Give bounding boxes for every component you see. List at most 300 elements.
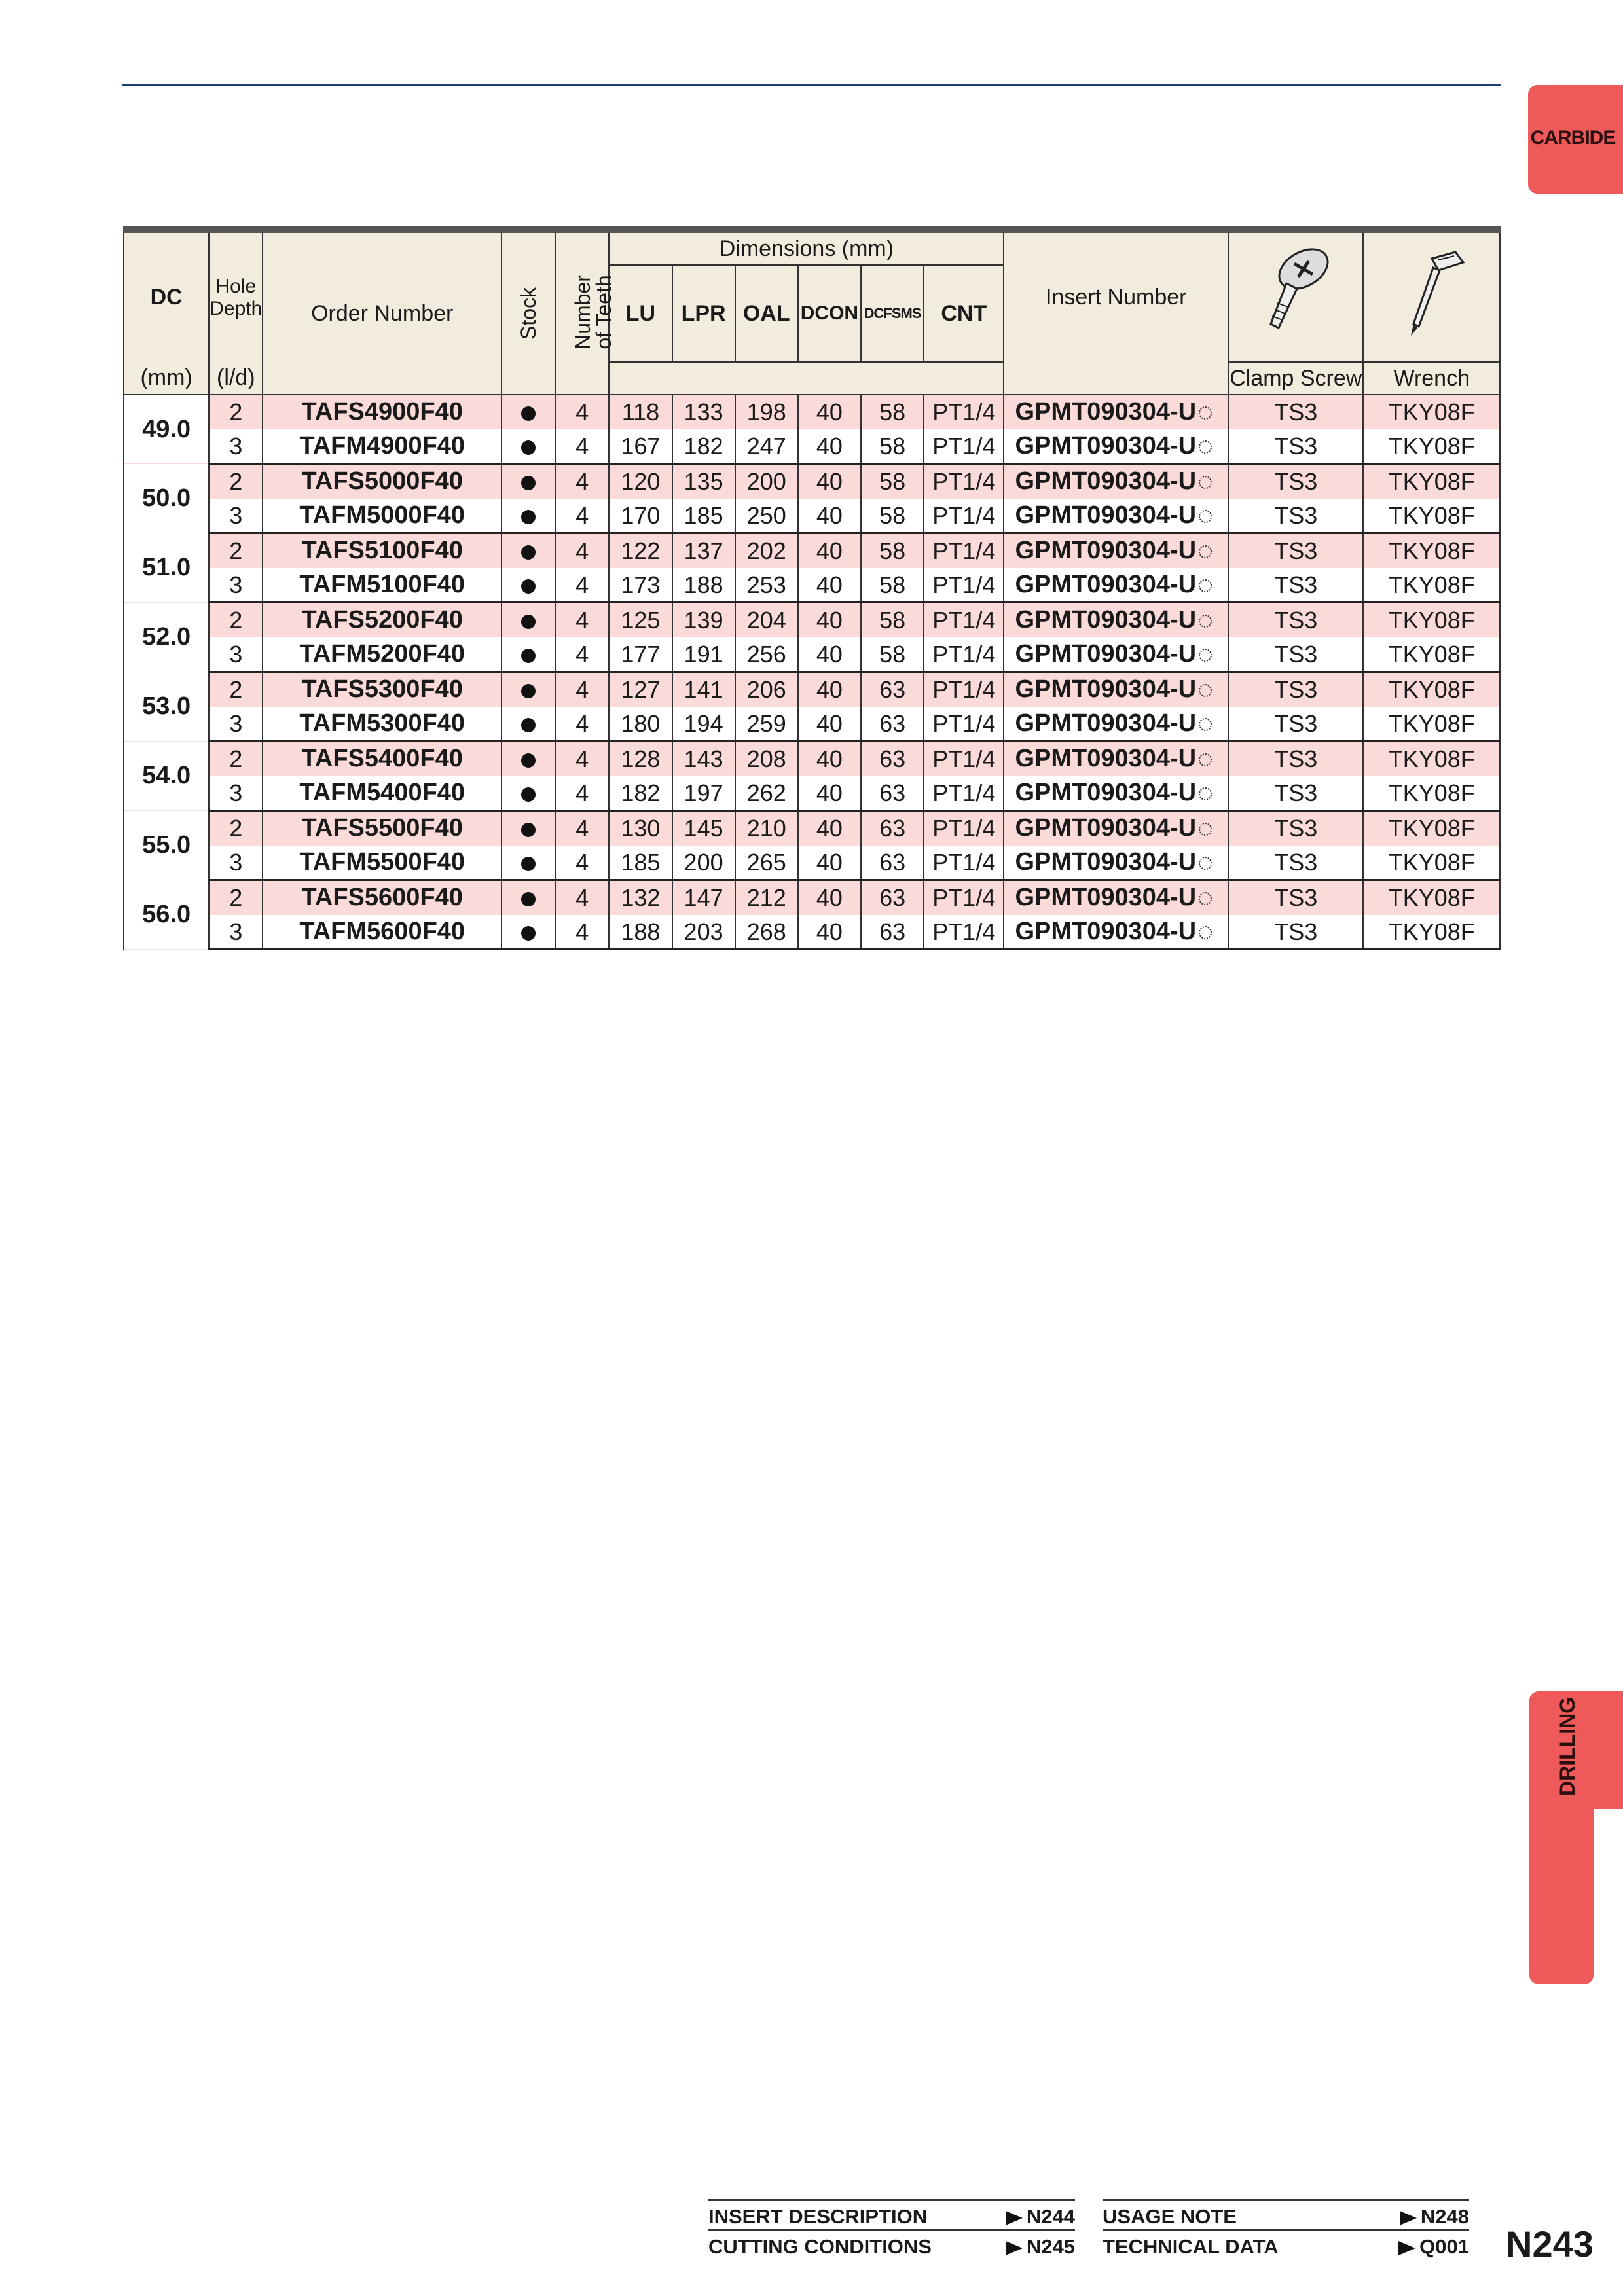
teeth-cell: 4 xyxy=(555,672,609,707)
depth-cell: 3 xyxy=(209,499,263,533)
teeth-cell: 4 xyxy=(555,603,609,637)
cnt-cell: PT1/4 xyxy=(924,533,1004,568)
header-dc-unit: (mm) xyxy=(124,362,209,395)
insert-number: GPMT090304-U xyxy=(1015,884,1197,911)
wrench-cell: TKY08F xyxy=(1363,776,1500,811)
stock-dot-icon xyxy=(521,787,536,802)
dcfsms-cell: 63 xyxy=(861,776,924,811)
insert-number-cell xyxy=(1004,672,1228,707)
stock-dot-icon xyxy=(521,823,536,837)
grade-placeholder-icon xyxy=(1199,857,1212,870)
teeth-cell: 4 xyxy=(555,811,609,846)
insert-number-cell xyxy=(1004,915,1228,950)
stock-cell xyxy=(501,880,555,915)
insert-number-cell xyxy=(1004,811,1228,846)
grade-placeholder-icon xyxy=(1199,615,1212,628)
header-order-number: Order Number xyxy=(263,230,501,395)
header-teeth-line2: of Teeth xyxy=(592,275,616,350)
stock-dot-icon xyxy=(521,579,536,594)
insert-number-cell xyxy=(1004,499,1228,533)
cnt-cell: PT1/4 xyxy=(924,776,1004,811)
grade-placeholder-icon xyxy=(1199,892,1212,905)
stock-dot-icon xyxy=(521,718,536,732)
wrench-image xyxy=(1363,230,1500,362)
depth-cell: 3 xyxy=(209,707,263,742)
footer-link-label: INSERT DESCRIPTION xyxy=(708,2205,928,2228)
stock-dot-icon xyxy=(521,753,536,768)
table-row xyxy=(124,672,1500,707)
carbide-tab-label: CARBIDE xyxy=(1530,127,1616,149)
oal-cell: 206 xyxy=(735,672,798,707)
oal-cell: 256 xyxy=(735,637,798,672)
grade-placeholder-icon xyxy=(1199,823,1212,836)
cnt-cell: PT1/4 xyxy=(924,603,1004,637)
grade-placeholder-icon xyxy=(1199,476,1212,489)
lpr-cell: 182 xyxy=(672,429,735,464)
stock-dot-icon xyxy=(521,406,536,421)
dcfsms-cell: 58 xyxy=(861,603,924,637)
cnt-cell: PT1/4 xyxy=(924,811,1004,846)
order-cell: TAFM5100F40 xyxy=(263,568,501,603)
dcon-cell: 40 xyxy=(798,846,861,880)
dcon-cell: 40 xyxy=(798,533,861,568)
dcfsms-cell: 63 xyxy=(861,672,924,707)
order-cell: TAFS5200F40 xyxy=(263,603,501,637)
lu-cell: 127 xyxy=(609,672,672,707)
stock-dot-icon xyxy=(521,892,536,906)
grade-placeholder-icon xyxy=(1199,684,1212,697)
insert-number-cell xyxy=(1004,776,1228,811)
footer-link-technical-data[interactable] xyxy=(1103,2229,1469,2260)
dcon-cell: 40 xyxy=(798,742,861,776)
dcon-cell: 40 xyxy=(798,811,861,846)
grade-placeholder-icon xyxy=(1199,510,1212,523)
table-row xyxy=(124,707,1500,742)
dcfsms-cell: 63 xyxy=(861,811,924,846)
table-row xyxy=(124,429,1500,464)
drilling-tab-extension xyxy=(1529,1806,1594,1984)
stock-cell xyxy=(501,776,555,811)
dcfsms-cell: 63 xyxy=(861,742,924,776)
footer-link-usage-note[interactable] xyxy=(1103,2199,1469,2230)
wrench-cell: TKY08F xyxy=(1363,395,1500,429)
order-cell: TAFS5400F40 xyxy=(263,742,501,776)
dcfsms-cell: 63 xyxy=(861,880,924,915)
stock-cell xyxy=(501,395,555,429)
insert-number: GPMT090304-U xyxy=(1015,606,1197,634)
screw-cell: TS3 xyxy=(1228,811,1363,846)
stock-cell xyxy=(501,499,555,533)
order-cell: TAFM5200F40 xyxy=(263,637,501,672)
depth-cell: 3 xyxy=(209,846,263,880)
lpr-cell: 197 xyxy=(672,776,735,811)
oal-cell: 262 xyxy=(735,776,798,811)
cnt-cell: PT1/4 xyxy=(924,742,1004,776)
insert-number: GPMT090304-U xyxy=(1015,675,1197,703)
depth-cell: 3 xyxy=(209,915,263,950)
lu-cell: 173 xyxy=(609,568,672,603)
footer-link-insert-description[interactable] xyxy=(708,2199,1075,2230)
depth-cell: 2 xyxy=(209,880,263,915)
cnt-cell: PT1/4 xyxy=(924,499,1004,533)
header-hole-depth-unit: (l/d) xyxy=(209,362,263,395)
footer-link-ref xyxy=(1400,2205,1469,2229)
wrench-cell: TKY08F xyxy=(1363,429,1500,464)
dcon-cell: 40 xyxy=(798,603,861,637)
dcon-cell: 40 xyxy=(798,672,861,707)
insert-number: GPMT090304-U xyxy=(1015,398,1197,425)
wrench-cell: TKY08F xyxy=(1363,603,1500,637)
drilling-tab-label: DRILLING xyxy=(1556,1696,1579,1796)
header-stock-label: Stock xyxy=(517,287,541,340)
stock-cell xyxy=(501,464,555,499)
insert-number-cell xyxy=(1004,603,1228,637)
insert-number-cell xyxy=(1004,533,1228,568)
footer-link-ref xyxy=(1006,2205,1075,2229)
screw-cell: TS3 xyxy=(1228,533,1363,568)
cnt-cell: PT1/4 xyxy=(924,568,1004,603)
table-row xyxy=(124,568,1500,603)
teeth-cell: 4 xyxy=(555,915,609,950)
cnt-cell: PT1/4 xyxy=(924,915,1004,950)
lpr-cell: 185 xyxy=(672,499,735,533)
order-cell: TAFM4900F40 xyxy=(263,429,501,464)
teeth-cell: 4 xyxy=(555,880,609,915)
dcon-cell: 40 xyxy=(798,568,861,603)
drilling-tab[interactable] xyxy=(1529,1691,1623,1809)
stock-cell xyxy=(501,811,555,846)
stock-cell xyxy=(501,637,555,672)
arrow-icon xyxy=(1398,2241,1415,2255)
insert-number: GPMT090304-U xyxy=(1015,501,1197,529)
header-dc: DC xyxy=(124,230,209,362)
lu-cell: 180 xyxy=(609,707,672,742)
stock-cell xyxy=(501,742,555,776)
depth-cell: 2 xyxy=(209,464,263,499)
cnt-cell: PT1/4 xyxy=(924,464,1004,499)
dcon-cell: 40 xyxy=(798,707,861,742)
stock-cell xyxy=(501,846,555,880)
footer-link-ref-text: N248 xyxy=(1420,2205,1469,2228)
dc-cell: 56.0 xyxy=(124,880,209,950)
wrench-cell: TKY08F xyxy=(1363,499,1500,533)
lpr-cell: 135 xyxy=(672,464,735,499)
oal-cell: 200 xyxy=(735,464,798,499)
insert-number-cell xyxy=(1004,637,1228,672)
dc-cell: 50.0 xyxy=(124,464,209,533)
footer-link-ref xyxy=(1398,2235,1469,2259)
table-row xyxy=(124,846,1500,880)
oal-cell: 265 xyxy=(735,846,798,880)
stock-cell xyxy=(501,672,555,707)
footer-link-label: CUTTING CONDITIONS xyxy=(708,2235,932,2258)
clamp-screw-icon xyxy=(1256,245,1335,344)
order-cell: TAFS4900F40 xyxy=(263,395,501,429)
table-row xyxy=(124,915,1500,950)
stock-cell xyxy=(501,707,555,742)
depth-cell: 3 xyxy=(209,429,263,464)
screw-cell: TS3 xyxy=(1228,429,1363,464)
grade-placeholder-icon xyxy=(1199,753,1212,766)
teeth-cell: 4 xyxy=(555,395,609,429)
lu-cell: 167 xyxy=(609,429,672,464)
dcfsms-cell: 58 xyxy=(861,464,924,499)
cnt-cell: PT1/4 xyxy=(924,429,1004,464)
lu-cell: 177 xyxy=(609,637,672,672)
order-cell: TAFM5300F40 xyxy=(263,707,501,742)
depth-cell: 2 xyxy=(209,672,263,707)
table-row xyxy=(124,603,1500,637)
insert-number: GPMT090304-U xyxy=(1015,709,1197,737)
dc-cell: 53.0 xyxy=(124,672,209,742)
header-dimensions-spacer xyxy=(609,362,1004,395)
table-row xyxy=(124,776,1500,811)
insert-number: GPMT090304-U xyxy=(1015,745,1197,772)
order-cell: TAFS5000F40 xyxy=(263,464,501,499)
dcon-cell: 40 xyxy=(798,499,861,533)
insert-number-cell xyxy=(1004,707,1228,742)
teeth-cell: 4 xyxy=(555,499,609,533)
depth-cell: 2 xyxy=(209,603,263,637)
wrench-cell: TKY08F xyxy=(1363,672,1500,707)
header-dimensions: Dimensions (mm) xyxy=(609,230,1004,265)
wrench-cell: TKY08F xyxy=(1363,707,1500,742)
grade-placeholder-icon xyxy=(1199,649,1212,662)
wrench-cell: TKY08F xyxy=(1363,637,1500,672)
dcfsms-cell: 58 xyxy=(861,429,924,464)
insert-number-cell xyxy=(1004,742,1228,776)
oal-cell: 250 xyxy=(735,499,798,533)
insert-number: GPMT090304-U xyxy=(1015,779,1197,806)
lu-cell: 122 xyxy=(609,533,672,568)
header-insert-number: Insert Number xyxy=(1004,230,1228,362)
header-dcfsms: DCFSMS xyxy=(861,265,924,362)
dc-cell: 52.0 xyxy=(124,603,209,672)
oal-cell: 208 xyxy=(735,742,798,776)
depth-cell: 2 xyxy=(209,395,263,429)
depth-cell: 2 xyxy=(209,742,263,776)
dcfsms-cell: 63 xyxy=(861,915,924,950)
dcon-cell: 40 xyxy=(798,915,861,950)
lpr-cell: 200 xyxy=(672,846,735,880)
lu-cell: 182 xyxy=(609,776,672,811)
insert-number: GPMT090304-U xyxy=(1015,918,1197,945)
dc-cell: 51.0 xyxy=(124,533,209,603)
order-cell: TAFM5400F40 xyxy=(263,776,501,811)
lpr-cell: 133 xyxy=(672,395,735,429)
stock-dot-icon xyxy=(521,684,536,698)
screw-cell: TS3 xyxy=(1228,637,1363,672)
screw-cell: TS3 xyxy=(1228,499,1363,533)
header-oal: OAL xyxy=(735,265,798,362)
footer-link-ref xyxy=(1006,2235,1075,2259)
header-stock xyxy=(501,230,555,395)
header-teeth xyxy=(555,230,616,395)
teeth-cell: 4 xyxy=(555,568,609,603)
lpr-cell: 145 xyxy=(672,811,735,846)
wrench-icon xyxy=(1393,245,1471,344)
footer-link-ref-text: N244 xyxy=(1026,2205,1075,2228)
table-row xyxy=(124,742,1500,776)
stock-cell xyxy=(501,429,555,464)
grade-placeholder-icon xyxy=(1199,579,1212,592)
oal-cell: 210 xyxy=(735,811,798,846)
lu-cell: 120 xyxy=(609,464,672,499)
dcfsms-cell: 63 xyxy=(861,707,924,742)
arrow-icon xyxy=(1006,2241,1023,2255)
table-row xyxy=(124,395,1500,429)
insert-number: GPMT090304-U xyxy=(1015,537,1197,564)
table-row xyxy=(124,464,1500,499)
oal-cell: 204 xyxy=(735,603,798,637)
order-cell: TAFS5100F40 xyxy=(263,533,501,568)
header-wrench: Wrench xyxy=(1363,362,1500,395)
wrench-cell: TKY08F xyxy=(1363,915,1500,950)
dc-cell: 49.0 xyxy=(124,395,209,464)
dcon-cell: 40 xyxy=(798,464,861,499)
clamp-screw-image xyxy=(1228,230,1363,362)
footer-link-label: TECHNICAL DATA xyxy=(1103,2235,1279,2258)
header-dcon: DCON xyxy=(798,265,861,362)
oal-cell: 198 xyxy=(735,395,798,429)
screw-cell: TS3 xyxy=(1228,568,1363,603)
product-table xyxy=(123,226,1501,950)
grade-placeholder-icon xyxy=(1199,926,1212,939)
dcon-cell: 40 xyxy=(798,880,861,915)
wrench-cell: TKY08F xyxy=(1363,742,1500,776)
screw-cell: TS3 xyxy=(1228,464,1363,499)
lpr-cell: 188 xyxy=(672,568,735,603)
insert-number-cell xyxy=(1004,846,1228,880)
stock-cell xyxy=(501,568,555,603)
cnt-cell: PT1/4 xyxy=(924,672,1004,707)
grade-placeholder-icon xyxy=(1199,545,1212,558)
cnt-cell: PT1/4 xyxy=(924,846,1004,880)
screw-cell: TS3 xyxy=(1228,395,1363,429)
lpr-cell: 139 xyxy=(672,603,735,637)
teeth-cell: 4 xyxy=(555,776,609,811)
order-cell: TAFM5000F40 xyxy=(263,499,501,533)
insert-number-cell xyxy=(1004,880,1228,915)
stock-dot-icon xyxy=(521,440,536,455)
lpr-cell: 203 xyxy=(672,915,735,950)
teeth-cell: 4 xyxy=(555,742,609,776)
oal-cell: 202 xyxy=(735,533,798,568)
dcon-cell: 40 xyxy=(798,429,861,464)
insert-number-cell xyxy=(1004,568,1228,603)
order-cell: TAFS5300F40 xyxy=(263,672,501,707)
arrow-icon xyxy=(1400,2211,1417,2225)
depth-cell: 2 xyxy=(209,533,263,568)
table-row xyxy=(124,880,1500,915)
lu-cell: 132 xyxy=(609,880,672,915)
lpr-cell: 141 xyxy=(672,672,735,707)
stock-dot-icon xyxy=(521,615,536,629)
screw-cell: TS3 xyxy=(1228,915,1363,950)
teeth-cell: 4 xyxy=(555,707,609,742)
lpr-cell: 137 xyxy=(672,533,735,568)
carbide-tab[interactable] xyxy=(1528,85,1623,194)
insert-number-cell xyxy=(1004,395,1228,429)
teeth-cell: 4 xyxy=(555,846,609,880)
lu-cell: 118 xyxy=(609,395,672,429)
page-number: N243 xyxy=(1506,2223,1594,2265)
insert-number-cell xyxy=(1004,429,1228,464)
insert-number: GPMT090304-U xyxy=(1015,848,1197,876)
dc-cell: 55.0 xyxy=(124,811,209,880)
dcon-cell: 40 xyxy=(798,395,861,429)
wrench-cell: TKY08F xyxy=(1363,464,1500,499)
order-cell: TAFM5500F40 xyxy=(263,846,501,880)
order-cell: TAFS5600F40 xyxy=(263,880,501,915)
header-teeth-line1: Number xyxy=(571,275,595,350)
dcfsms-cell: 58 xyxy=(861,637,924,672)
teeth-cell: 4 xyxy=(555,429,609,464)
oal-cell: 253 xyxy=(735,568,798,603)
stock-dot-icon xyxy=(521,510,536,524)
dc-cell: 54.0 xyxy=(124,742,209,811)
header-lpr: LPR xyxy=(672,265,735,362)
lu-cell: 125 xyxy=(609,603,672,637)
wrench-cell: TKY08F xyxy=(1363,533,1500,568)
wrench-cell: TKY08F xyxy=(1363,846,1500,880)
stock-dot-icon xyxy=(521,545,536,560)
header-hole-depth: Hole Depth xyxy=(209,230,263,362)
grade-placeholder-icon xyxy=(1199,787,1212,800)
depth-cell: 3 xyxy=(209,776,263,811)
header-cnt: CNT xyxy=(924,265,1004,362)
insert-number: GPMT090304-U xyxy=(1015,467,1197,495)
stock-cell xyxy=(501,915,555,950)
header-insert-spacer xyxy=(1004,362,1228,395)
dcfsms-cell: 58 xyxy=(861,499,924,533)
teeth-cell: 4 xyxy=(555,464,609,499)
top-rule xyxy=(122,84,1501,86)
stock-dot-icon xyxy=(521,926,536,941)
table-row xyxy=(124,499,1500,533)
header-clamp-screw: Clamp Screw xyxy=(1228,362,1363,395)
stock-dot-icon xyxy=(521,857,536,871)
footer-link-ref-text: Q001 xyxy=(1419,2235,1469,2258)
lpr-cell: 194 xyxy=(672,707,735,742)
cnt-cell: PT1/4 xyxy=(924,880,1004,915)
footer-link-cutting-conditions[interactable] xyxy=(708,2229,1075,2260)
screw-cell: TS3 xyxy=(1228,672,1363,707)
stock-dot-icon xyxy=(521,476,536,490)
dcon-cell: 40 xyxy=(798,637,861,672)
screw-cell: TS3 xyxy=(1228,742,1363,776)
dcfsms-cell: 63 xyxy=(861,846,924,880)
footer-link-label: USAGE NOTE xyxy=(1103,2205,1237,2228)
insert-number: GPMT090304-U xyxy=(1015,640,1197,668)
lu-cell: 128 xyxy=(609,742,672,776)
insert-number: GPMT090304-U xyxy=(1015,814,1197,842)
dcon-cell: 40 xyxy=(798,776,861,811)
cnt-cell: PT1/4 xyxy=(924,707,1004,742)
wrench-cell: TKY08F xyxy=(1363,568,1500,603)
teeth-cell: 4 xyxy=(555,637,609,672)
screw-cell: TS3 xyxy=(1228,880,1363,915)
table-row xyxy=(124,533,1500,568)
stock-cell xyxy=(501,603,555,637)
dcfsms-cell: 58 xyxy=(861,568,924,603)
insert-number-cell xyxy=(1004,464,1228,499)
stock-dot-icon xyxy=(521,649,536,663)
wrench-cell: TKY08F xyxy=(1363,811,1500,846)
stock-cell xyxy=(501,533,555,568)
grade-placeholder-icon xyxy=(1199,718,1212,731)
dcfsms-cell: 58 xyxy=(861,533,924,568)
